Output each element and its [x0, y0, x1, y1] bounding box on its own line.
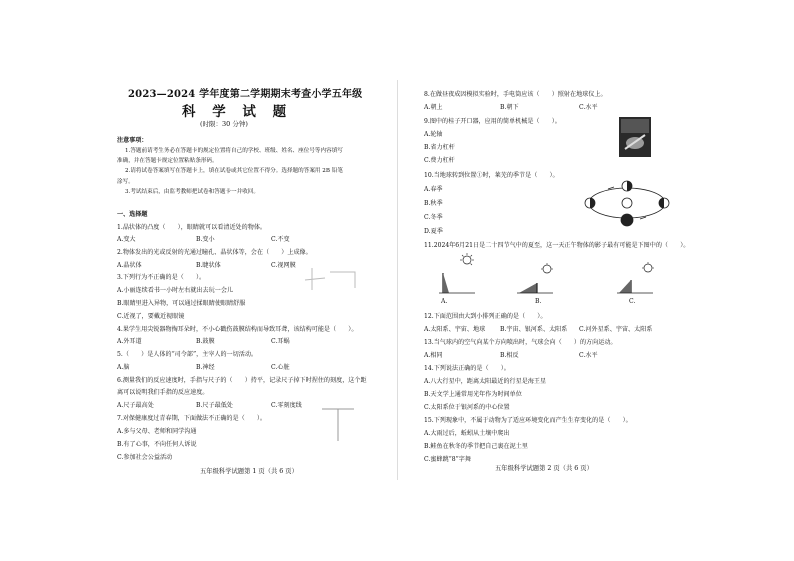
option: B.宇宙、银河系、太阳系 [500, 326, 568, 333]
option: A.尺子最高处 [117, 402, 154, 409]
option: B.鲑鱼在秋冬的季节把自己裹在泥土里 [424, 443, 528, 450]
option: C.心脏 [271, 364, 290, 371]
option: C.河外星系、宇宙、太阳系 [579, 326, 653, 333]
note-line: 涂写。 [117, 179, 134, 185]
note-line: 2.请将试卷答案填写在答题卡上，填在试卷或其它位置不得分。选择题的答案用 2B 铅笔 [125, 168, 343, 174]
option: C.不变 [271, 236, 290, 243]
option: A.朝上 [424, 104, 443, 111]
shadow-figure-a [437, 253, 477, 299]
time-limit: (时限：30 分钟) [200, 120, 248, 128]
question-15: 15.下列现象中，不属于动物为了适应环境变化而产生生存变化的是（ ）。 [424, 417, 632, 424]
option: B.鼓膜 [196, 338, 215, 345]
question-11: 11.2024年6月21日是二十四节气中的夏至，这一天正午物体的影子最有可能是下图中的（ ）。 [424, 242, 690, 249]
option: A.变大 [117, 236, 136, 243]
figure-label-b: B. [535, 298, 542, 305]
subject-title: 科 学 试 题 [182, 104, 293, 120]
option: B.神经 [196, 364, 215, 371]
question-6-cont: 离可以说明我们手指的反应速度。 [117, 389, 209, 396]
note-line: 准确，并在答题卡规定位置粘贴条形码。 [117, 158, 218, 164]
option: A.八大行星中，距离太阳最近的行星是海王星 [424, 378, 547, 385]
option: B.眼睛里进入异物，可以通过揉眼睛使眼睛舒服 [117, 300, 246, 307]
option: B.秋季 [424, 200, 443, 207]
option: C.费力杠杆 [424, 157, 455, 164]
option: A.多与父母、老师和同学沟通 [117, 428, 197, 435]
question-3: 3.下列行为不正确的是（ ）。 [117, 274, 206, 281]
page-footer: 五年级科学试题第 1 页（共 6 页） [200, 468, 298, 475]
option: B.尺子最低处 [196, 402, 233, 409]
figure-label-a: A. [441, 298, 448, 305]
page-footer: 五年级科学试题第 2 页（共 6 页） [495, 465, 593, 472]
option: C.零刻度线 [271, 402, 302, 409]
option: C.视网膜 [271, 262, 296, 269]
option: A.脑 [117, 364, 130, 371]
note-line: 1.答题前请考生务必在答题卡的规定位置将自己的学校、班级、姓名、座位号等内容填写 [125, 148, 343, 154]
option: A.晶状体 [117, 262, 142, 269]
question-8: 8.在做昼夜成因模拟实验时，手电筒应该（ ）照射在地球仪上。 [424, 91, 607, 98]
option: B.睫状体 [196, 262, 221, 269]
right-page [397, 0, 794, 561]
option: B.变小 [196, 236, 215, 243]
question-2: 2.物体发出的光或反射的光通过瞳孔、晶状体等，会在（ ）上成像。 [117, 249, 312, 256]
option: C.参加社会公益活动 [117, 454, 173, 461]
option: C.蜜蜂跳“8”字舞 [424, 456, 471, 463]
question-6: 6.测量我们的反应速度时，手指与尺子的（ ）持平，记录尺子掉下时捏住的刻度，这个距 [117, 377, 367, 384]
option: A.小丽连续看书一小时左右就出去玩一会儿 [117, 287, 234, 294]
option: B.省力杠杆 [424, 144, 455, 151]
option: A.春季 [424, 186, 443, 193]
exam-title: 2023—2024 学年度第二学期期末考查小学五年级 [128, 89, 363, 100]
option: B.朝下 [500, 104, 519, 111]
figure-label-c: C. [629, 298, 636, 305]
option: A.太阳系、宇宙、地球 [424, 326, 486, 333]
question-13: 13.当气球内的空气向某个方向喷出时，气球会向（ ）的方向运动。 [424, 339, 617, 346]
option: C.冬季 [424, 214, 443, 221]
option: A.轮轴 [424, 131, 443, 138]
shadow-figure-b [515, 263, 555, 299]
option: C.近视了，要戴近视眼镜 [117, 313, 185, 320]
notes-heading: 注意事项： [117, 137, 148, 144]
option: B.有了心事，不向任何人诉说 [117, 441, 197, 448]
question-4: 4.果学生用尖锐器物掏耳朵时，不小心戳伤鼓膜结构而导致耳聋，该结构可能是（ ）。 [117, 326, 358, 333]
option: A.外耳道 [117, 338, 142, 345]
option: C.水平 [579, 352, 598, 359]
scan-artifact-mark [300, 260, 360, 300]
option: C.水平 [579, 104, 598, 111]
shadow-figure-c [615, 262, 655, 299]
section-title: 一、选择题 [117, 211, 148, 218]
option: B.相反 [500, 352, 519, 359]
note-line: 3.考试结束后，由监考教师把试卷和答题卡一并收回。 [125, 189, 259, 195]
option: C.太阳系位于银河系的中心位置 [424, 404, 510, 411]
option: A.大雨过后，蚯蚓从土壤中爬出 [424, 430, 510, 437]
option: C.耳蜗 [271, 338, 290, 345]
question-9: 9.图中的桂子开口器，应用的简单机械是（ ）。 [424, 118, 561, 125]
opener-photo-image [619, 117, 651, 157]
question-5: 5.（ ）是人体的“司令部”，主宰人的一切活动。 [117, 351, 258, 358]
question-14: 14.下列说法正确的是（ ）。 [424, 365, 510, 372]
question-12: 12.下面范围由大到小排列正确的是（ ）。 [424, 313, 547, 320]
earth-orbit-diagram [582, 175, 672, 233]
option: B.天文学上通常用光年作为时间单位 [424, 391, 522, 398]
question-7: 7.对保健康度过青春期，下面做法不正确的是（ ）。 [117, 415, 267, 422]
option: A.相同 [424, 352, 443, 359]
option: D.夏季 [424, 228, 443, 235]
question-1: 1.晶状体的凸度（ ），眼睛就可以看清近处的物体。 [117, 224, 267, 231]
question-10: 10.当地球转到位置①时，莱芜的季节是（ ）。 [424, 172, 559, 179]
scan-artifact-mark [320, 405, 360, 445]
